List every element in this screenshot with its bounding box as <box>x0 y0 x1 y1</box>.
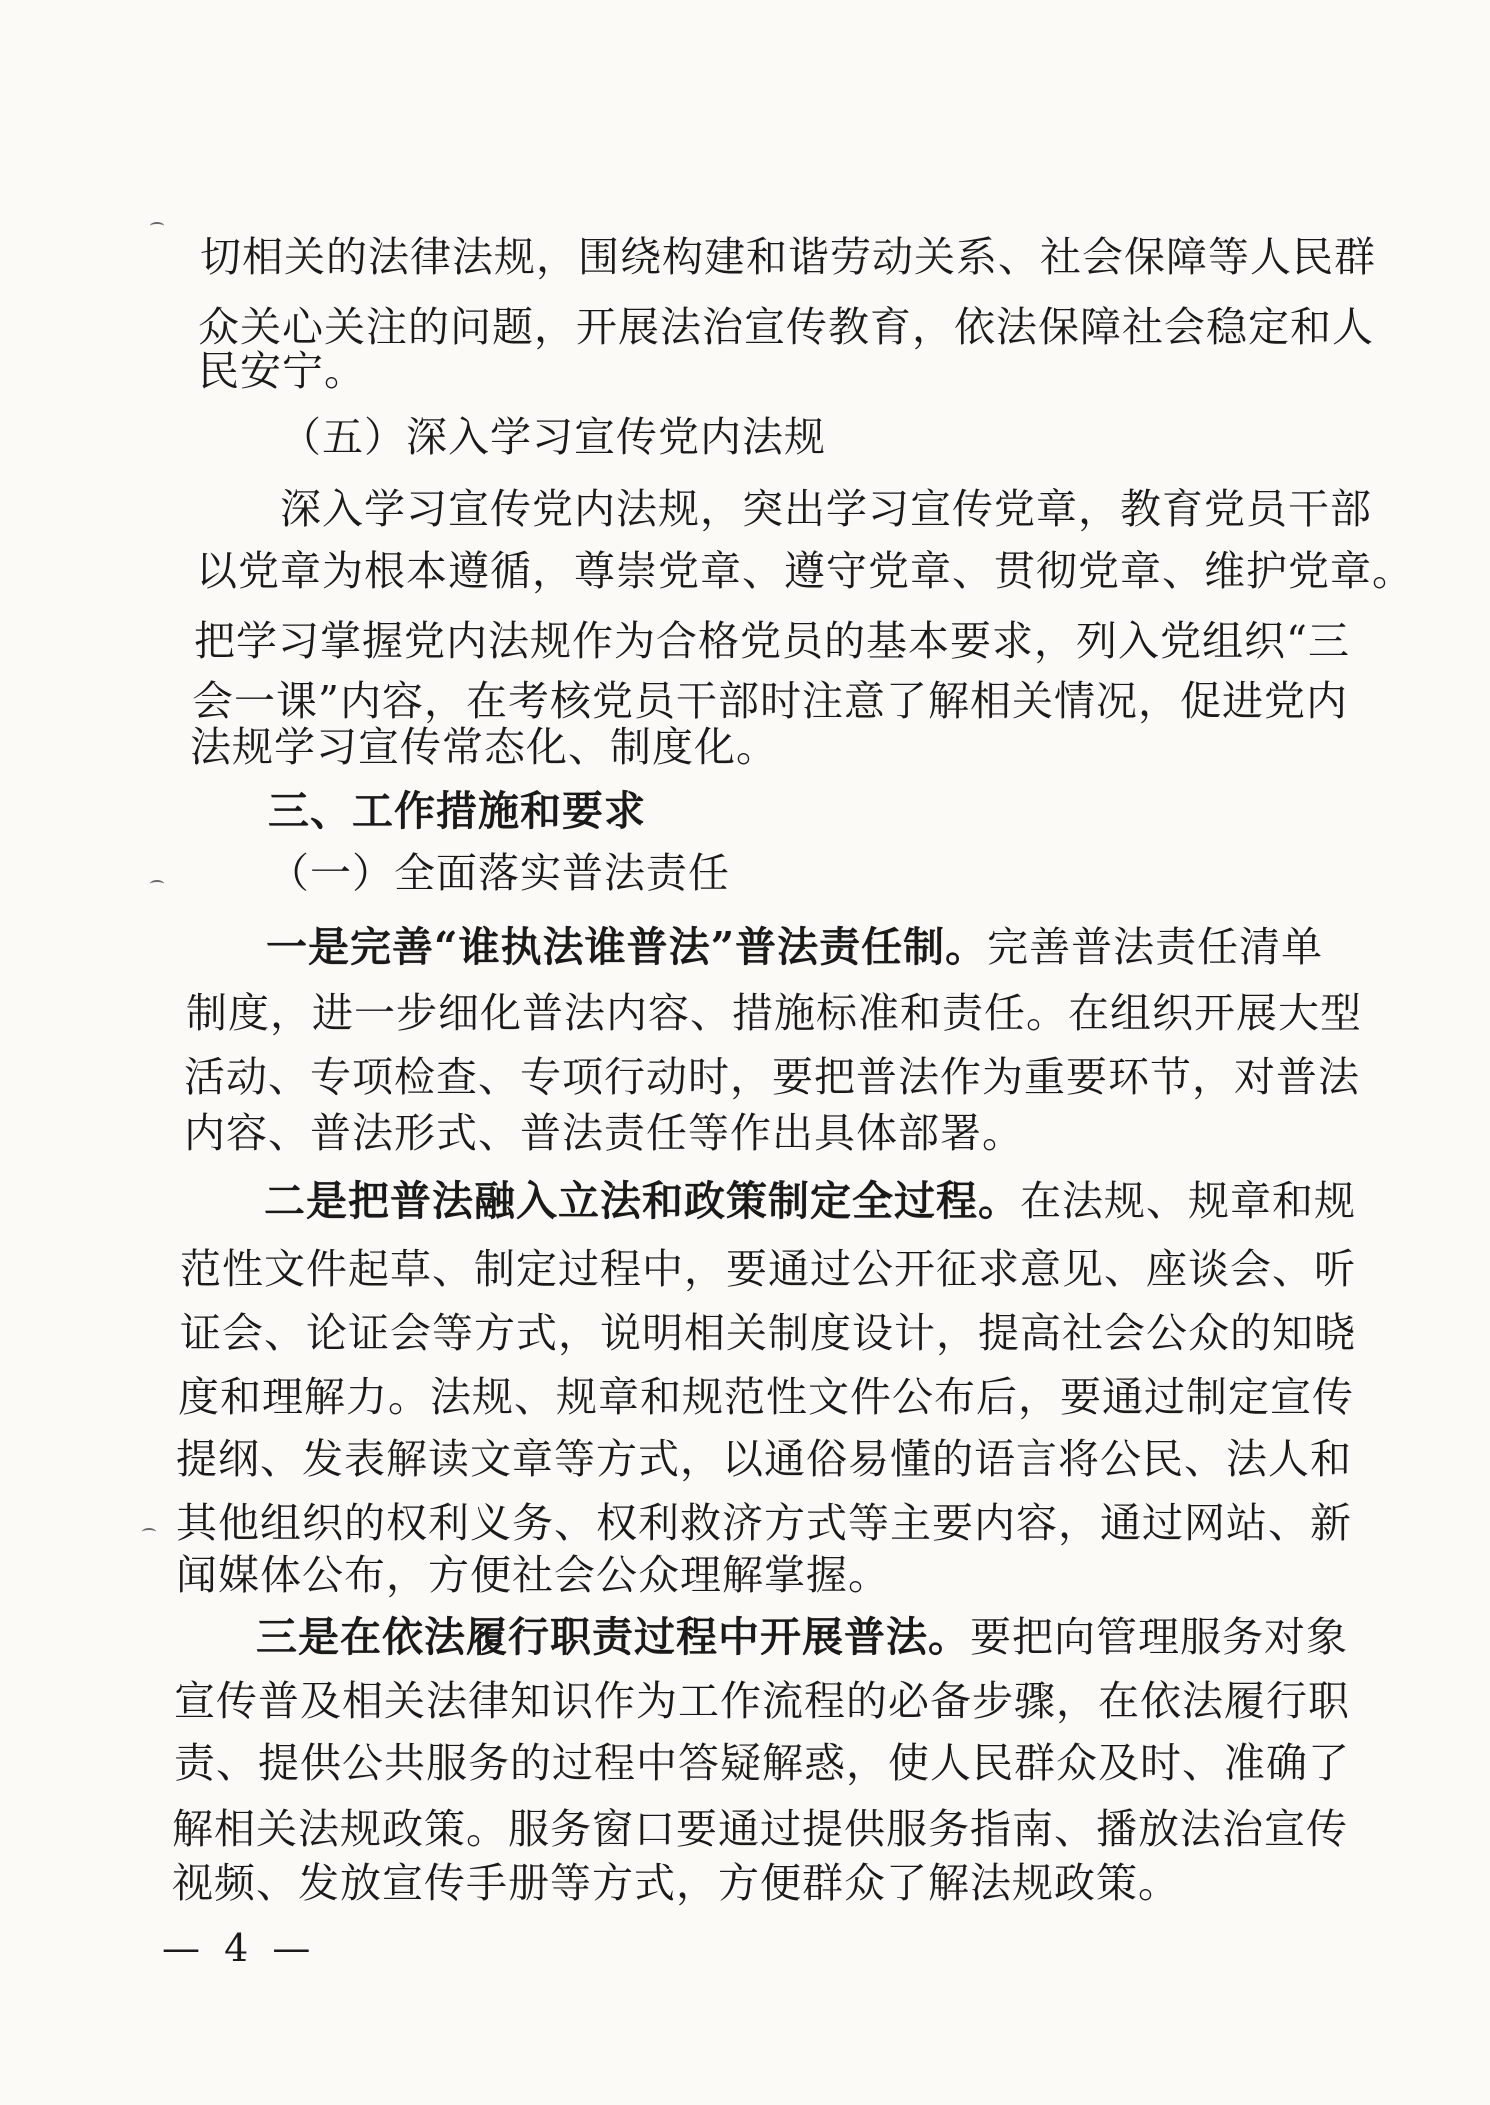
paragraph-4-line-4: 度和理解力。法规、规章和规范性文件公布后，要通过制定宣传 <box>178 1373 1354 1421</box>
paragraph-4-line-1 <box>264 1176 1356 1226</box>
paragraph-1-line-2: 众关心关注的问题，开展法治宣传教育，依法保障社会稳定和人 <box>198 303 1374 351</box>
paragraph-3-line-1 <box>266 922 1323 972</box>
section-3-heading: 三、工作措施和要求 <box>268 787 646 835</box>
paragraph-5-line-1 <box>256 1612 1348 1662</box>
paragraph-4-line-6: 其他组织的权利义务、权利救济方式等主要内容，通过网站、新 <box>176 1499 1352 1547</box>
paragraph-3-line-1-rest: 完善普法责任清单 <box>987 923 1324 971</box>
paragraph-2-line-2: 以党章为根本遵循，尊崇党章、遵守党章、贯彻党章、维护党章。 <box>196 547 1414 595</box>
subheading-5: （五）深入学习宣传党内法规 <box>280 413 826 461</box>
paragraph-3-line-3: 活动、专项检查、专项行动时，要把普法作为重要环节，对普法 <box>184 1053 1360 1101</box>
page-number: — 4 — <box>162 1926 317 1970</box>
paragraph-2-line-5: 法规学习宣传常态化、制度化。 <box>190 723 778 771</box>
paragraph-4-lead: 二是把普法融入立法和政策制定全过程。 <box>264 1177 1020 1225</box>
paragraph-1-line-1: 切相关的法律法规，围绕构建和谐劳动关系、社会保障等人民群 <box>200 233 1376 281</box>
paragraph-4-line-5: 提纲、发表解读文章等方式，以通俗易懂的语言将公民、法人和 <box>176 1435 1352 1483</box>
paragraph-4-line-3: 证会、论证会等方式，说明相关制度设计，提高社会公众的知晓 <box>180 1309 1356 1357</box>
paragraph-2-line-1: 深入学习宣传党内法规，突出学习宣传党章，教育党员干部 <box>280 485 1372 533</box>
paragraph-5-line-2: 宣传普及相关法律知识作为工作流程的必备步骤，在依法履行职 <box>174 1677 1350 1725</box>
paragraph-5-line-1-rest: 要把向管理服务对象 <box>970 1613 1348 1661</box>
paragraph-3-line-2: 制度，进一步细化普法内容、措施标准和责任。在组织开展大型 <box>186 989 1362 1037</box>
paragraph-2-line-3: 把学习掌握党内法规作为合格党员的基本要求，列入党组织“三 <box>194 617 1350 665</box>
binding-mark-middle <box>150 880 164 888</box>
paragraph-5-line-5: 视频、发放宣传手册等方式，方便群众了解法规政策。 <box>172 1859 1180 1907</box>
paragraph-3-line-4: 内容、普法形式、普法责任等作出具体部署。 <box>184 1109 1024 1157</box>
paragraph-5-line-4: 解相关法规政策。服务窗口要通过提供服务指南、播放法治宣传 <box>172 1805 1348 1853</box>
paragraph-2-line-4: 会一课”内容，在考核党员干部时注意了解相关情况，促进党内 <box>192 677 1348 725</box>
binding-mark-top <box>150 222 164 230</box>
paragraph-4-line-1-rest: 在法规、规章和规 <box>1020 1177 1356 1225</box>
paragraph-1-line-3: 民安宁。 <box>198 347 366 395</box>
paragraph-4-line-7: 闻媒体公布，方便社会公众理解掌握。 <box>176 1551 890 1599</box>
paragraph-5-line-3: 责、提供公共服务的过程中答疑解惑，使人民群众及时、准确了 <box>174 1739 1350 1787</box>
binding-mark-bottom <box>142 1528 156 1536</box>
paragraph-4-line-2: 范性文件起草、制定过程中，要通过公开征求意见、座谈会、听 <box>180 1245 1356 1293</box>
paragraph-5-lead: 三是在依法履行职责过程中开展普法。 <box>256 1613 970 1661</box>
paragraph-3-lead: 一是完善“谁执法谁普法”普法责任制。 <box>266 923 988 971</box>
subheading-1: （一）全面落实普法责任 <box>268 849 730 897</box>
